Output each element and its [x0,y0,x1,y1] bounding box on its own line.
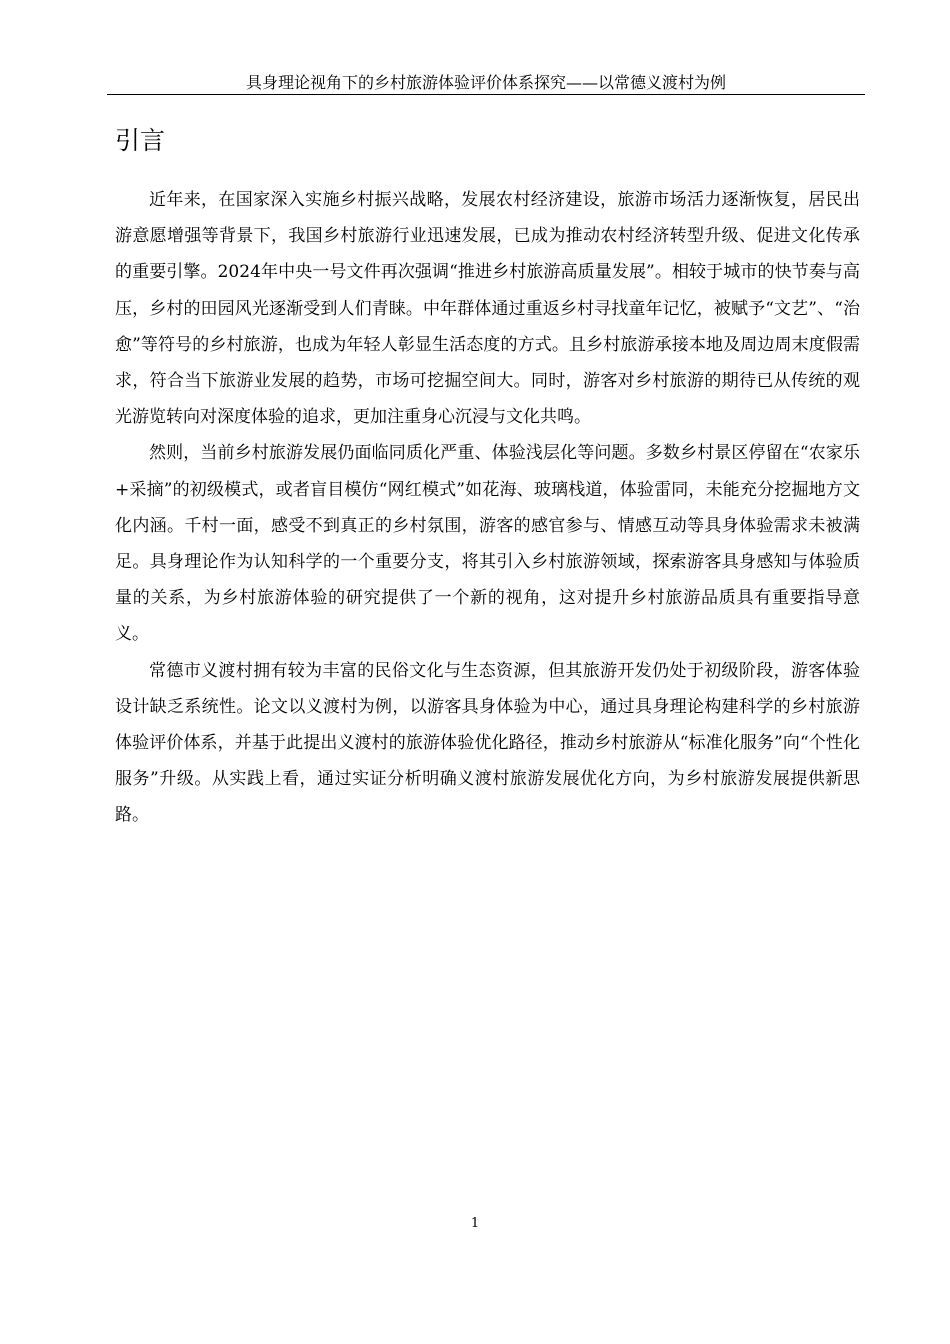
paragraph-2: 然则，当前乡村旅游发展仍面临同质化严重、体验浅层化等问题。多数乡村景区停留在“农家乐+采摘”的初级模式，或者盲目模仿“网红模式”如花海、玻璃栈道，体验雷同，未能充分挖掘地方文化内涵。千村一面，感受不到真正的乡村氛围，游客的感官参与、情感互动等具身体验需求未被满足。具身理论作为认知科学的一个重要分支，将其引入乡村旅游领域，探索游客具身感知与体验质量的关系，为乡村旅游体验的研究提供了一个新的视角，这对提升乡村旅游品质具有重要指导意义。 [115,443,860,645]
section-heading: 引言 [115,126,166,155]
body-text [115,182,860,834]
running-header-title: 具身理论视角下的乡村旅游体验评价体系探究——以常德义渡村为例 [245,73,726,92]
page-number: 1 [470,1216,480,1231]
paragraph-3: 常德市义渡村拥有较为丰富的民俗文化与生态资源，但其旅游开发仍处于初级阶段，游客体验设计缺乏系统性。论文以义渡村为例，以游客具身体验为中心，通过具身理论构建科学的乡村旅游体验评价体系，并基于此提出义渡村的旅游体验优化路径，推动乡村旅游从“标准化服务”向“个性化服务”升级。从实践上看，通过实证分析明确义渡村旅游发展优化方向，为乡村旅游发展提供新思路。 [115,660,860,826]
paragraph-1: 近年来，在国家深入实施乡村振兴战略，发展农村经济建设，旅游市场活力逐渐恢复，居民出游意愿增强等背景下，我国乡村旅游行业迅速发展，已成为推动农村经济转型升级、促进文化传承的重要引擎。2024年中央一号文件再次强调“推进乡村旅游高质量发展”。相较于城市的快节奏与高压，乡村的田园风光逐渐受到人们青睐。中年群体通过重返乡村寻找童年记忆，被赋予“文艺”、“治愈”等符号的乡村旅游，也成为年轻人彰显生活态度的方式。且乡村旅游承接本地及周边周末度假需求，符合当下旅游业发展的趋势，市场可挖掘空间大。同时，游客对乡村旅游的期待已从传统的观光游览转向对深度体验的追求，更加注重身心沉浸与文化共鸣。 [115,190,860,428]
header-rule [107,94,865,95]
